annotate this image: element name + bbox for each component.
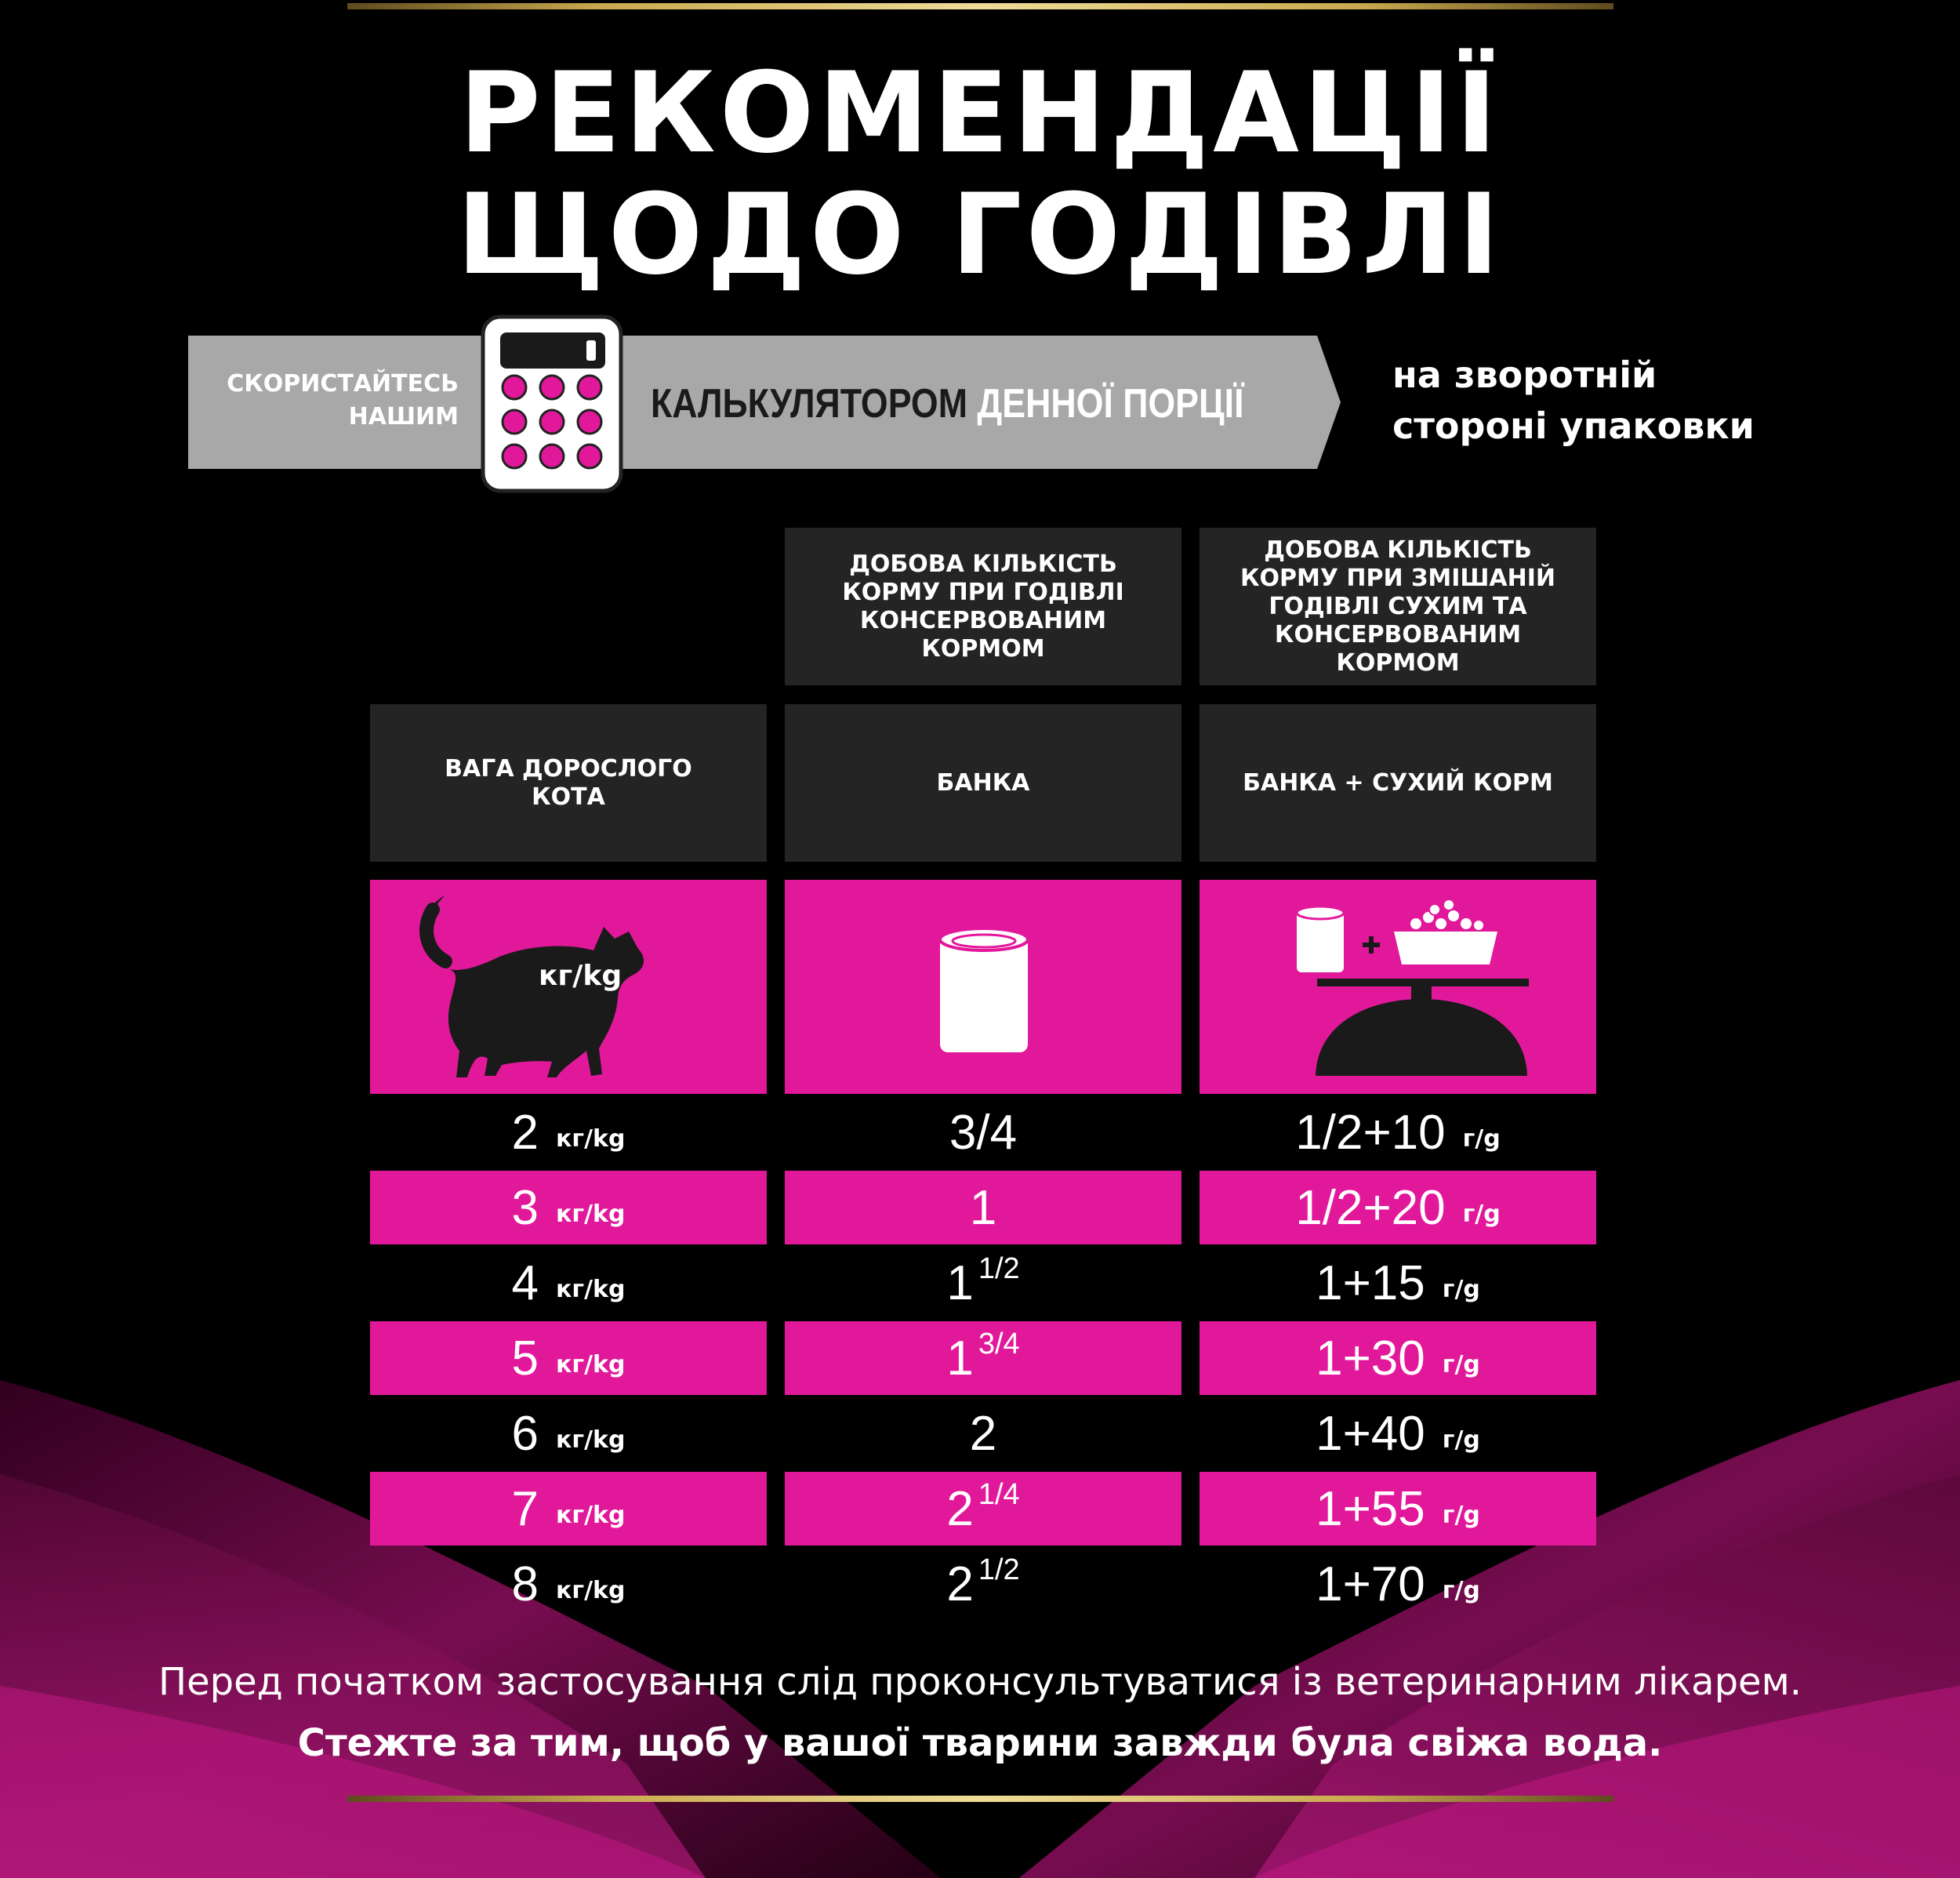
weight-unit: кг/kg <box>556 1501 626 1529</box>
fresh-water-note: Стежте за тим, щоб у вашої тварини завжди була свіжа вода. <box>297 1721 1663 1765</box>
can-amount: 2 <box>969 1406 997 1461</box>
weight-value: 3 <box>511 1180 539 1235</box>
group-header-mixed <box>1200 528 1596 685</box>
table-row-7-mixed <box>1200 1547 1596 1621</box>
table-row-6-can <box>785 1472 1181 1546</box>
table-row-5-can <box>785 1397 1181 1470</box>
table-row-1-weight <box>370 1095 767 1169</box>
mixed-amount: 1+55 <box>1316 1481 1425 1536</box>
can-fraction: 3/4 <box>978 1327 1020 1360</box>
mixed-unit: г/g <box>1442 1426 1480 1454</box>
weight-unit: кг/kg <box>556 1350 626 1379</box>
top-divider <box>347 3 1613 9</box>
vet-consult-note: Перед початком застосування слід проконсультуватися із ветеринарним лікарем. <box>158 1660 1802 1704</box>
column-header-weight-text: ВАГА ДОРОСЛОГО КОТА <box>445 754 692 811</box>
table-row-3-can <box>785 1246 1181 1320</box>
table-row-3-weight <box>370 1246 767 1320</box>
mixed-unit: г/g <box>1442 1350 1480 1379</box>
weight-value: 8 <box>511 1557 539 1611</box>
table-row-5-weight <box>370 1397 767 1470</box>
table-row-4-weight <box>370 1321 767 1395</box>
table-row-6-weight <box>370 1472 767 1546</box>
can-amount: 2 <box>946 1557 974 1611</box>
mixed-unit: г/g <box>1442 1275 1480 1303</box>
column-header-mixed-text: БАНКА + СУХИЙ КОРМ <box>1243 768 1553 797</box>
column-header-can <box>785 704 1181 862</box>
mixed-unit: г/g <box>1462 1200 1501 1228</box>
banner-calc-word: КАЛЬКУЛЯТОРОМ <box>651 381 967 427</box>
can-amount: 1 <box>946 1255 974 1310</box>
weight-value: 5 <box>511 1331 539 1386</box>
banner-note-1: на зворотній <box>1392 354 1657 396</box>
group-header-can <box>785 528 1181 685</box>
bottom-divider <box>347 1796 1613 1802</box>
column-header-can-text: БАНКА <box>936 768 1030 797</box>
mixed-unit: г/g <box>1462 1124 1501 1153</box>
table-row-3-mixed <box>1200 1246 1596 1320</box>
weight-unit: кг/kg <box>556 1200 626 1228</box>
can-plus-dry-food-scale-icon <box>1200 880 1596 1094</box>
table-row-2-mixed <box>1200 1171 1596 1244</box>
banner-lead-2: НАШИМ <box>348 403 459 430</box>
weight-unit: кг/kg <box>556 1124 626 1153</box>
mixed-unit: г/g <box>1442 1576 1480 1604</box>
mixed-unit: г/g <box>1442 1501 1480 1529</box>
mixed-amount: 1+30 <box>1316 1331 1425 1386</box>
mixed-amount: 1/2+10 <box>1295 1105 1446 1160</box>
can-icon <box>785 880 1181 1094</box>
page-title-line1: РЕКОМЕНДАЦІЇ <box>459 49 1501 178</box>
table-row-7-can <box>785 1547 1181 1621</box>
weight-value: 6 <box>511 1406 539 1461</box>
can-amount: 1 <box>969 1180 997 1235</box>
column-header-mixed <box>1200 704 1596 862</box>
calculator-icon <box>478 312 627 497</box>
page-title-line2: ЩОДО ГОДІВЛІ <box>456 170 1504 300</box>
can-amount: 2 <box>946 1481 974 1536</box>
group-header-mixed-text: ДОБОВА КІЛЬКІСТЬ КОРМУ ПРИ ЗМІШАНІЙ ГОДІВЛІ СУХИМ ТА КОНСЕРВОВАНИМ КОРМОМ <box>1240 536 1556 677</box>
column-header-weight <box>370 704 767 862</box>
table-row-4-can <box>785 1321 1181 1395</box>
icon-cell-mixed <box>1200 880 1596 1094</box>
can-fraction: 1/2 <box>978 1251 1020 1285</box>
can-fraction: 1/2 <box>978 1553 1020 1586</box>
weight-value: 2 <box>511 1105 539 1160</box>
icon-cell-can <box>785 880 1181 1094</box>
mixed-amount: 1/2+20 <box>1295 1180 1446 1235</box>
weight-unit: кг/kg <box>556 1576 626 1604</box>
banner-lead-1: СКОРИСТАЙТЕСЬ <box>227 370 459 398</box>
icon-cell-cat <box>370 880 767 1094</box>
can-fraction: 1/4 <box>978 1477 1020 1511</box>
weight-unit: кг/kg <box>556 1275 626 1303</box>
weight-unit: кг/kg <box>556 1426 626 1454</box>
table-row-2-can <box>785 1171 1181 1244</box>
table-row-1-mixed <box>1200 1095 1596 1169</box>
banner-note-2: стороні упаковки <box>1392 405 1755 447</box>
can-amount: 1 <box>946 1331 974 1386</box>
banner-portion-word: ДЕННОЇ ПОРЦІЇ <box>977 381 1244 427</box>
table-row-6-mixed <box>1200 1472 1596 1546</box>
cat-icon-label: кг/kg <box>539 960 622 992</box>
table-row-5-mixed <box>1200 1397 1596 1470</box>
weight-value: 4 <box>511 1255 539 1310</box>
table-row-7-weight <box>370 1547 767 1621</box>
table-row-4-mixed <box>1200 1321 1596 1395</box>
table-row-1-can <box>785 1095 1181 1169</box>
table-row-2-weight <box>370 1171 767 1244</box>
weight-value: 7 <box>511 1481 539 1536</box>
can-amount: 3/4 <box>949 1105 1018 1160</box>
mixed-amount: 1+70 <box>1316 1557 1425 1611</box>
group-header-can-text: ДОБОВА КІЛЬКІСТЬ КОРМУ ПРИ ГОДІВЛІ КОНСЕРВОВАНИМ КОРМОМ <box>842 550 1124 663</box>
banner-calculator-text <box>651 380 1243 427</box>
mixed-amount: 1+15 <box>1316 1255 1425 1310</box>
mixed-amount: 1+40 <box>1316 1406 1425 1461</box>
